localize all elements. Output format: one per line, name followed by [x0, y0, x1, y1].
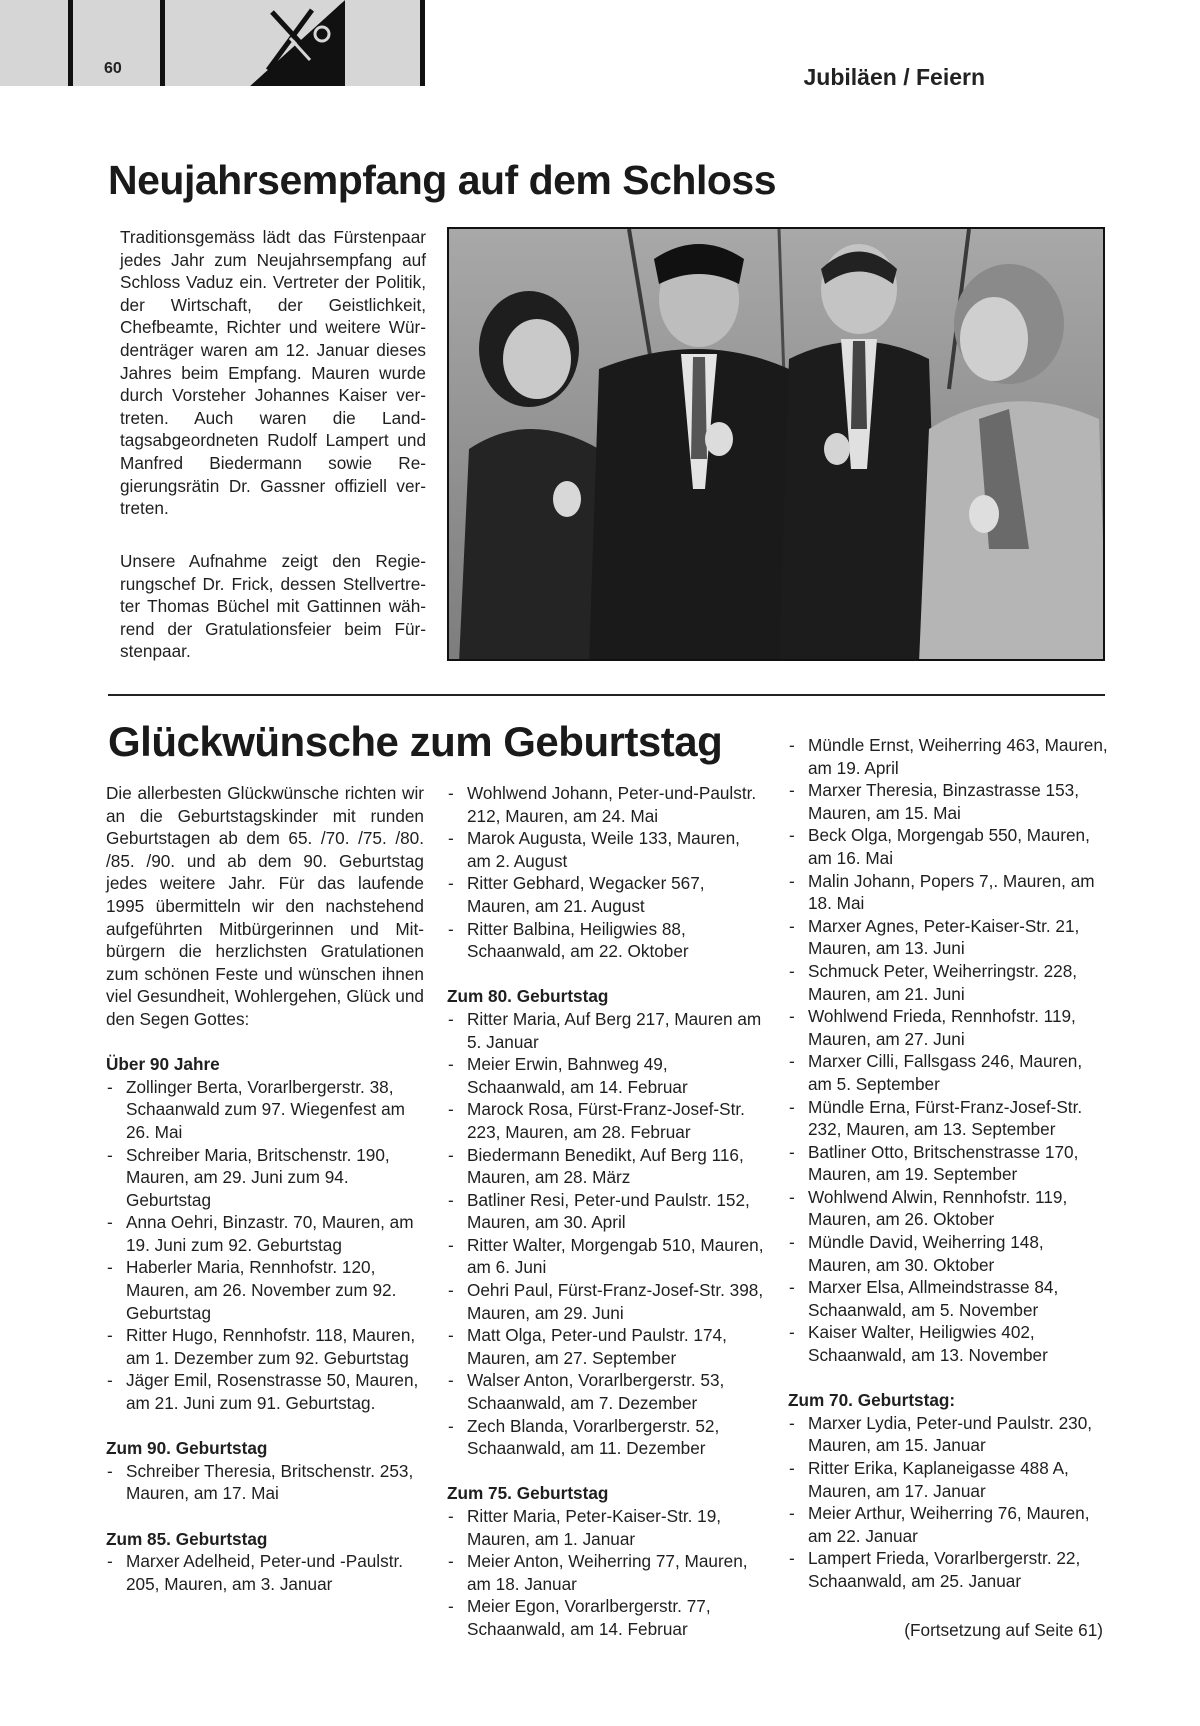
list-item: - Ritter Balbina, Heiligwies 88, Schaanwald, am 22. Oktober [447, 918, 767, 963]
group-heading: Zum 90. Geburtstag [106, 1438, 268, 1459]
birthday-list [447, 1008, 767, 1460]
list-item: - Marxer Lydia, Peter-und Paulstr. 230, Mauren, am 15. Januar [788, 1412, 1108, 1457]
section-divider [108, 694, 1105, 696]
list-item: - Anna Oehri, Binzastr. 70, Mauren, am 19. Juni zum 92. Geburtstag [106, 1211, 426, 1256]
list-item: - Ritter Hugo, Rennhofstr. 118, Mauren, am 1. Dezember zum 92. Geburtstag [106, 1324, 426, 1369]
list-item: - Mündle Erna, Fürst-Franz-Josef-Str. 232, Mauren, am 13. September [788, 1096, 1108, 1141]
header-bar [68, 0, 73, 86]
group-heading: Zum 85. Geburtstag [106, 1528, 268, 1549]
list-item: - Matt Olga, Peter-und Paulstr. 174, Mauren, am 27. September [447, 1324, 767, 1369]
list-item: - Ritter Walter, Morgengab 510, Mauren, am 6. Juni [447, 1234, 767, 1279]
header-bar [160, 0, 165, 86]
list-item: - Schmuck Peter, Weiherringstr. 228, Mauren, am 21. Juni [788, 960, 1108, 1005]
article-title: Glückwünsche zum Geburtstag [108, 718, 723, 765]
list-item: - Haberler Maria, Rennhofstr. 120, Mauren, am 26. November zum 92. Geburtstag [106, 1256, 426, 1324]
list-item: - Marxer Elsa, Allmeindstrasse 84, Schaanwald, am 5. November [788, 1276, 1108, 1321]
birthday-list [447, 782, 767, 963]
list-item: - Meier Egon, Vorarlbergerstr. 77, Schaanwald, am 14. Februar [447, 1595, 767, 1640]
birthday-group [447, 985, 767, 1459]
list-item: - Marok Augusta, Weile 133, Mauren, am 2. August [447, 827, 767, 872]
list-item: - Wohlwend Johann, Peter-und-Paulstr. 212, Mauren, am 24. Mai [447, 782, 767, 827]
section-title: Jubiläen / Feiern [803, 64, 985, 90]
page-number: 60 [104, 60, 122, 77]
photo-caption: Unsere Aufnahme zeigt den Regierungschef Dr. Frick, dessen Stellvertreter Thomas Büchel mit Gattinnen während der Gratulationsfeier beim Fürstenpaar. [120, 551, 426, 662]
list-item: - Batliner Resi, Peter-und Paulstr. 152, Mauren, am 30. April [447, 1189, 767, 1234]
list-item: - Wohlwend Alwin, Rennhofstr. 119, Mauren, am 26. Oktober [788, 1186, 1108, 1231]
list-item: - Marxer Theresia, Binzastrasse 153, Mauren, am 15. Mai [788, 779, 1108, 824]
list-item: - Marxer Cilli, Fallsgass 246, Mauren, am 5. September [788, 1050, 1108, 1095]
reception-photo [447, 227, 1105, 661]
list-item: - Ritter Maria, Auf Berg 217, Mauren am 5. Januar [447, 1008, 767, 1053]
list-item: - Wohlwend Frieda, Rennhofstr. 119, Mauren, am 27. Juni [788, 1005, 1108, 1050]
list-item: - Schreiber Maria, Britschenstr. 190, Mauren, am 29. Juni zum 94. Geburtstag [106, 1144, 426, 1212]
birthday-list [106, 1550, 426, 1595]
list-item: - Ritter Gebhard, Wegacker 567, Mauren, am 21. August [447, 872, 767, 917]
group-heading: Zum 70. Geburtstag: [788, 1390, 956, 1411]
article-title: Neujahrsempfang auf dem Schloss [108, 157, 777, 203]
list-item: - Malin Johann, Popers 7,. Mauren, am 18. Mai [788, 870, 1108, 915]
birthday-list [788, 1412, 1108, 1593]
continuation-note: (Fortsetzung auf Seite 61) [904, 1620, 1103, 1640]
list-item: - Marxer Agnes, Peter-Kaiser-Str. 21, Mauren, am 13. Juni [788, 915, 1108, 960]
group-heading: Über 90 Jahre [106, 1054, 220, 1075]
list-item: - Meier Erwin, Bahnweg 49, Schaanwald, am 14. Februar [447, 1053, 767, 1098]
birthday-intro: Die allerbesten Glückwünsche richten wir an die Geburtstagskinder mit runden Geburtstagen ab dem 65. /70. /75. /80. /85. /90. und ab dem 90. Geburtstag jedes weitere Jahr. Für das laufende 1995 übermitteln wir den nachstehend aufgeführten Mitbürgerinnen und Mitbürgern die herzlichsten Gratulationen zum schönen Feste und wünschen ihnen viel Gesundheit, Wohlergehen, Glück und den Segen Gottes: [106, 783, 424, 1029]
reception-photo-image [449, 229, 1105, 661]
list-item: - Marock Rosa, Fürst-Franz-Josef-Str. 223, Mauren, am 28. Februar [447, 1098, 767, 1143]
birthday-group [447, 1482, 767, 1640]
header-bar [420, 0, 425, 86]
list-item: - Ritter Erika, Kaplaneigasse 488 A, Mauren, am 17. Januar [788, 1457, 1108, 1502]
list-item: - Oehri Paul, Fürst-Franz-Josef-Str. 398, Mauren, am 29. Juni [447, 1279, 767, 1324]
group-heading: Zum 75. Geburtstag [447, 1483, 609, 1504]
list-item: - Zech Blanda, Vorarlbergerstr. 52, Schaanwald, am 11. Dezember [447, 1415, 767, 1460]
header-strip [0, 0, 425, 86]
list-item: - Walser Anton, Vorarlbergerstr. 53, Schaanwald, am 7. Dezember [447, 1369, 767, 1414]
list-item: - Mündle David, Weiherring 148, Mauren, am 30. Oktober [788, 1231, 1108, 1276]
birthday-group [106, 1437, 426, 1505]
birthday-column-3 [788, 734, 1108, 1593]
list-item: - Batliner Otto, Britschenstrasse 170, Mauren, am 19. September [788, 1141, 1108, 1186]
article-paragraph: Traditionsgemäss lädt das Fürstenpaar jedes Jahr zum Neujahrsempfang auf Schloss Vaduz ein. Vertreter der Politik, der Wirtschaft, der Geistlichkeit, Chefbeamte, Richter und weitere Würdenträger waren am 12. Januar dieses Jahres beim Empfang. Mauren wurde durch Vorsteher Johannes Kaiser vertreten. Auch waren die Landtagsabgeordneten Rudolf Lampert und Manfred Biedermann sowie Regierungsrätin Dr. Gassner offiziell vertreten. [120, 227, 426, 519]
birthday-group [788, 1389, 1108, 1592]
list-item: - Lampert Frieda, Vorarlbergerstr. 22, Schaanwald, am 25. Januar [788, 1547, 1108, 1592]
group-heading: Zum 80. Geburtstag [447, 986, 609, 1007]
birthday-list [106, 1460, 426, 1505]
list-item: - Beck Olga, Morgengab 550, Mauren, am 16. Mai [788, 824, 1108, 869]
coat-of-arms-emblem-icon [250, 0, 345, 86]
birthday-group [106, 1053, 426, 1415]
list-item: - Zollinger Berta, Vorarlbergerstr. 38, Schaanwald zum 97. Wiegenfest am 26. Mai [106, 1076, 426, 1144]
list-item: - Jäger Emil, Rosenstrasse 50, Mauren, am 21. Juni zum 91. Geburtstag. [106, 1369, 426, 1414]
birthday-group [106, 1528, 426, 1596]
list-item: - Schreiber Theresia, Britschenstr. 253, Mauren, am 17. Mai [106, 1460, 426, 1505]
birthday-column-2 [447, 782, 767, 1641]
birthday-list [106, 1076, 426, 1415]
list-item: - Kaiser Walter, Heiligwies 402, Schaanwald, am 13. November [788, 1321, 1108, 1366]
list-item: - Ritter Maria, Peter-Kaiser-Str. 19, Mauren, am 1. Januar [447, 1505, 767, 1550]
list-item: - Meier Arthur, Weiherring 76, Mauren, am 22. Januar [788, 1502, 1108, 1547]
list-item: - Meier Anton, Weiherring 77, Mauren, am 18. Januar [447, 1550, 767, 1595]
birthday-list [788, 734, 1108, 1367]
birthday-column-1 [106, 782, 426, 1595]
list-item: - Marxer Adelheid, Peter-und -Paulstr. 205, Mauren, am 3. Januar [106, 1550, 426, 1595]
list-item: - Mündle Ernst, Weiherring 463, Mauren, am 19. April [788, 734, 1108, 779]
birthday-list [447, 1505, 767, 1641]
list-item: - Biedermann Benedikt, Auf Berg 116, Mauren, am 28. März [447, 1144, 767, 1189]
